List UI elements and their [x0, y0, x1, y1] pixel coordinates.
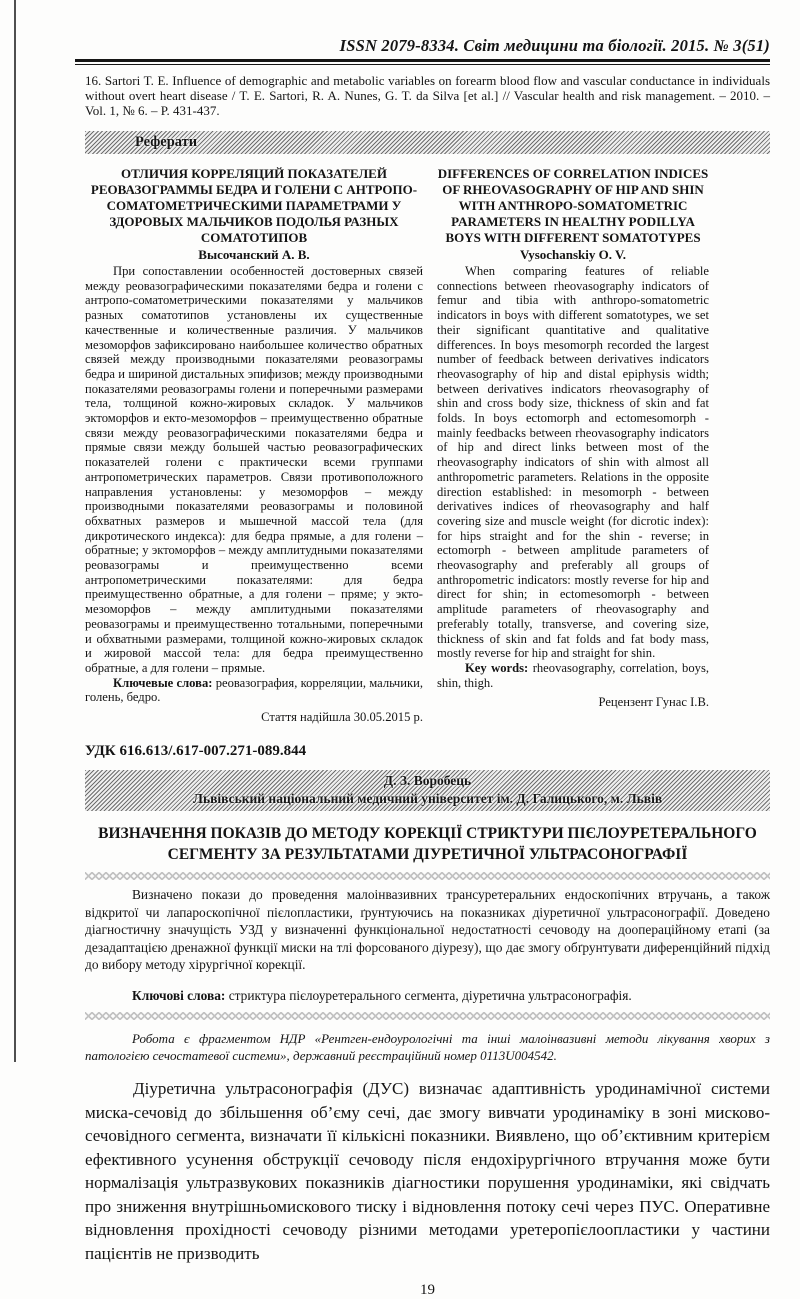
ndr-note: Робота є фрагментом НДР «Рентген-ендоурологічні та інші малоінвазивні методи лікування хворих з патологією сечостатевої системи», державний реєстраційний номер 0113U004542. — [85, 1031, 770, 1064]
abstracts-columns — [85, 166, 770, 725]
abstract-ru-received-date: Стаття надійшла 30.05.2015 р. — [261, 710, 423, 725]
abstract-en-keywords-label: Key words: — [465, 660, 529, 675]
column-gap — [423, 166, 437, 725]
referaty-section-bar — [85, 131, 770, 154]
article-title: ВИЗНАЧЕННЯ ПОКАЗІВ ДО МЕТОДУ КОРЕКЦІЇ СТРИКТУРИ ПІЄЛОУРЕТЕРАЛЬНОГО СЕГМЕНТУ ЗА РЕЗУЛЬТАТАМИ ДІУРЕТИЧНОЇ УЛЬТРАСОНОГРАФІЇ — [98, 825, 757, 864]
zigzag-divider-bottom — [85, 1012, 770, 1020]
abstract-ru-title: ОТЛИЧИЯ КОРРЕЛЯЦИЙ ПОКАЗАТЕЛЕЙ РЕОВАЗОГРАММЫ БЕДРА И ГОЛЕНИ С АНТРОПО-СОМАТОМЕТРИЧЕСКИМИ ПАРАМЕТРАМИ У ЗДОРОВЫХ МАЛЬЧИКОВ ПОДОЛЬЯ РАЗНЫХ СОМАТОТИПОВ — [90, 166, 418, 245]
page-content — [85, 36, 770, 1299]
referaty-section-label: Реферати — [135, 134, 198, 150]
abstract-en-title: DIFFERENCES OF CORRELATION INDICES OF RHEOVASOGRAPHY OF HIP AND SHIN WITH ANTHROPO-SOMATOMETRIC PARAMETERS IN HEALTHY PODILLYA BOYS WITH DIFFERENT SOMATOTYPES — [437, 166, 709, 245]
scan-page-edge-line — [14, 0, 16, 1062]
abstract-ru-keywords-label: Ключевые слова: — [113, 675, 213, 690]
abstract-ru-column — [85, 166, 423, 725]
article-keywords-label: Ключові слова: — [132, 988, 226, 1004]
abstract-ru-body: При сопоставлении особенностей достоверных связей между реовазографическими показателями бедра и голени с антропо-соматометрическими показателями у мальчиков разных соматотипов установлены их существенные качественные и количественные различия. У мальчиков мезоморфов зафиксировано наибольшее количество обратных связей между производными показателями реовазограмы бедра и шириной дистальных эпифизов; между производными показателями реовазограмы голени и поперечными размерами тела, толщиной кожно-жировых складок. У мальчиков эктоморфов и екто-мезоморфов – преимущественно обратные связи между реовазографическими показателями бедра и прямые связи между большей частью реовазографических показателей голени с практически всеми группами антропометрических параметров. Связи противоположного направления установлены: у мезоморфов – между производными показателями реовазограмы и половиной обхватных размеров и мышечной массой тела (для дикротического индекса): для бедра прямые, а для голени – обратные; у эктоморфов – между амплитудными показателями реовазограмы и преимущественно всеми антропометрическими показателями: для бедра преимущественно обратные, а для голени – пряме; у экто-мезоморфов – между амплитудными показателями реовазограмы и преимущественно тотальными, поперечными и обхватными размерами, толщиной кожно-жировых складок и жировой массой тела: для бедра преимущественно обратные, а для голени – прямые. — [85, 264, 423, 675]
article-body: Діуретична ультрасонографія (ДУС) визначає адаптивність уродинамічної системи миска-сечовід до збільшення об’єму сечі, дає змогу вивчати уродинаміку в зоні мисково-сечовідного сегмента, визначати її кількісні показники. Виявлено, що об’єктивним критерієм ефективного усунення обструкції сечоводу після ендохірургічного втручання може бути нормалізація ультразвукових показників діагностики порушення уродинаміки, які свідчать про зниження внутрішньомискового тиску і відновлення потоку сечі через ПУС. Оперативне відновлення прохідності сечоводу різними методами уретеропієлоопластики у частини пацієнтів не призводить — [85, 1079, 770, 1263]
page-number: 19 — [420, 1282, 435, 1299]
article-author: Д. З. Воробець — [383, 773, 472, 789]
abstract-en-reviewer: Рецензент Гунас І.В. — [598, 695, 709, 710]
abstract-en-body: When comparing features of reliable connections between rheovasography indicators of femur and tibia with anthropo-somatometric indicators in boys with different somatotypes, we set their significant quantitative and qualitative differences. In boys mesomorph recorded the largest number of feedback between derivatives indicators rheovasography of hip and distal epiphysis width; between derivatives indicators rheovasography of shin and cross body size, thickness of skin and fat folds. In boys ectomorph and ectomesomorph - mainly feedbacks between rheovasography indicators of hip and direct links between most of the rheovasography indicators of shin with almost all anthropometric parameters. Relations in the opposite direction established: in mesomorph - between derivatives indices of rheovasography and half covering size and muscle weight (for dicrotic index): for hips straight and for the shin - reverse; in ectomorph - between amplitude parameters of rheovasography and preferably all groups of anthropometric indicators: mostly reverse for hip and direct for shin; in ectomesomorph - between amplitude parameters of rheovasography and preferably totally, transverse, and covering size, thickness of skin and fat folds and fat body mass, mostly reverse for hip and straight for shin. — [437, 264, 709, 661]
article-abstract: Визначено покази до проведення малоінвазивних трансуретеральних ендоскопічних втручань, а також відкритої чи лапароскопічної пієлопластики, ґрунтуючись на показниках діуретичної ультрасонографії. Доведено діагностичну значущість УЗД у визначенні функціональної недостатності сечоводу на доопераційному етапі (за дезадаптацією дренажної функції миски на тлі форсованого діурезу), що дає змогу обґрунтувати диференційний підхід до вибору методу хірургічної корекції. — [85, 887, 770, 973]
abstract-en-author: Vysochanskiy O. V. — [520, 247, 626, 262]
abstract-en-keywords-text: rheovasography, correlation, boys, shin, thigh. — [437, 660, 710, 690]
reference-entry: 16. Sartori T. E. Influence of demographic and metabolic variables on forearm blood flow and vascular conductance in individuals without overt heart disease / T. E. Sartori, R. A. Nunes, G. T. da Silva [et al.] // Vascular health and risk management. – 2010. – Vol. 1, № 6. – P. 431-437. — [85, 73, 770, 118]
article-keywords-line — [85, 987, 770, 1005]
article-author-bar — [85, 770, 770, 811]
zigzag-divider-top — [85, 872, 770, 880]
udc-code: УДК 616.613/.617-007.271-089.844 — [85, 743, 307, 760]
article-keywords-text: стриктура пієлоуретерального сегмента, діуретична ультрасонографія. — [225, 988, 632, 1004]
article-affiliation: Львівський національний медичний університет ім. Д. Галицького, м. Львів — [192, 791, 663, 807]
abstract-ru-author: Высочанский А. В. — [198, 247, 310, 262]
abstract-ru-keywords-line — [85, 676, 423, 705]
journal-header: ISSN 2079-8334. Світ медицини та біології. 2015. № 3(51) — [339, 36, 770, 55]
header-rule — [75, 59, 770, 65]
abstract-ru-keywords-text: реовазография, корреляции, мальчики, голень, бедро. — [85, 675, 423, 705]
abstract-en-column — [437, 166, 709, 725]
abstract-en-keywords-line — [437, 661, 709, 690]
